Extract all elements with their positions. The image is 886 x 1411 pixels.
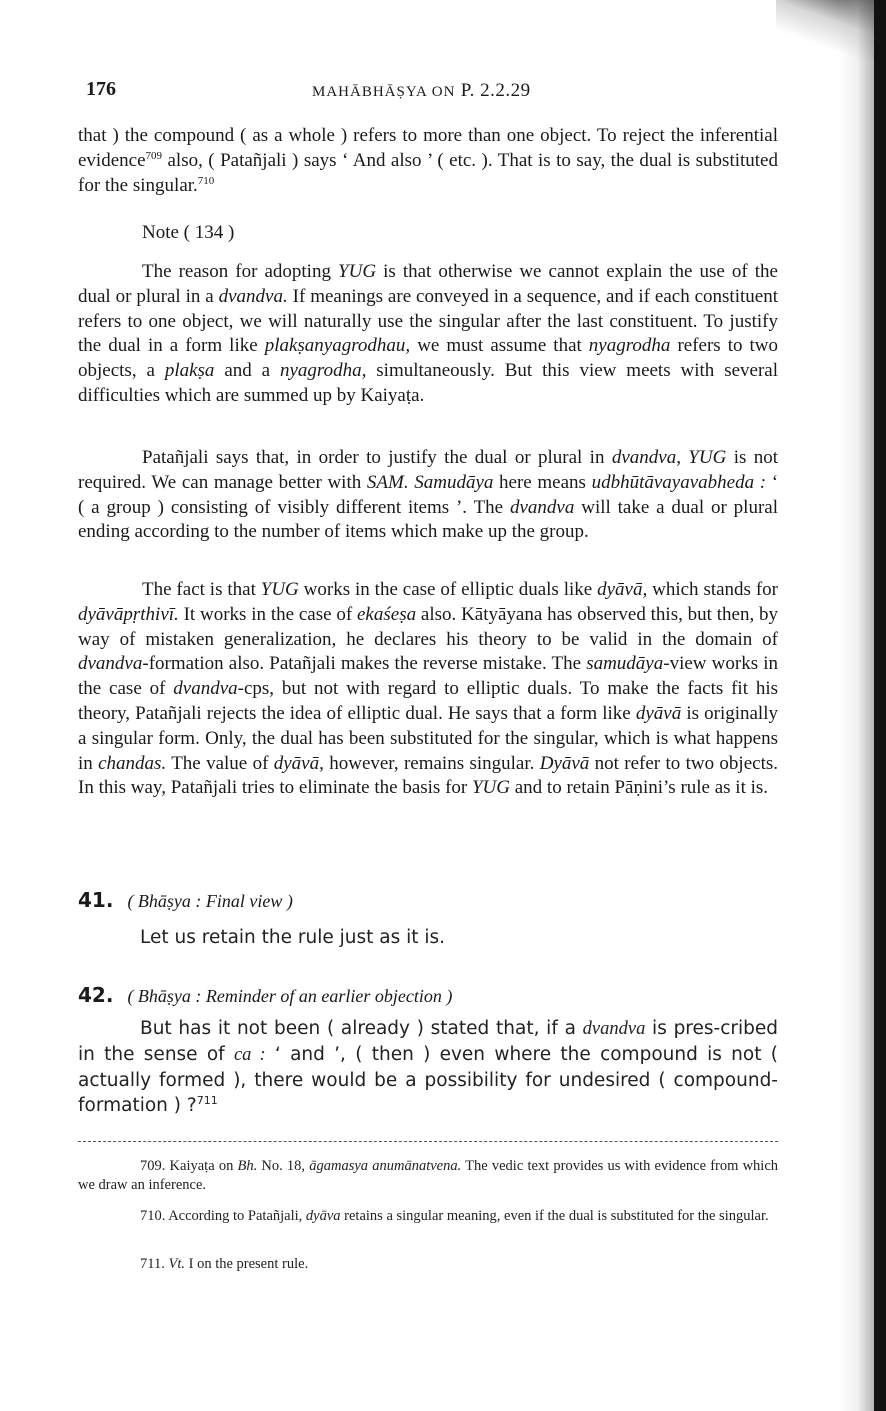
- page-header: [86, 78, 786, 106]
- running-head-title: MAHĀBHĀṢYA ON: [312, 84, 456, 100]
- footnote-709: 709. Kaiyaṭa on Bh. No. 18, āgamasya anumānatvena. The vedic text provides us with evidence from which we draw an inference.: [78, 1158, 778, 1193]
- section-42-text: But has it not been ( already ) stated that, if a dvandva is pres-cribed in the sense of ca : ‘ and ’, ( then ) even where the compound is not ( actually formed ), there would be a possibility for undesired ( compound-formation ) ?$^{711}$: [78, 1018, 778, 1116]
- section-number: 41.: [78, 888, 114, 912]
- footnote-ref-711: 711: [196, 1094, 218, 1107]
- note-paragraph-3: The fact is that YUG works in the case of elliptic duals like dyāvā, which stands for dyāvāpṛthivī. It works in the case of ekaśeṣa also. Kātyāyana has observed this, but then, by way of mistaken generalization, he declares his theory to be valid in the domain of dvandva-formation also. Patañjali makes the reverse mistake. The samudāya-view works in the case of dvandva-cps, but not with regard to elliptic duals. To make the facts fit his theory, Patañjali rejects the idea of elliptic dual. He says that a form like dyāvā is originally a singular form. Only, the dual has been substituted for the singular, which is what happens in chandas. The value of dyāvā, however, remains singular. Dyāvā not refer to two objects. In this way, Patañjali tries to eliminate the basis for YUG and to retain Pāṇini’s rule as it is.: [78, 579, 779, 799]
- note-paragraph-1: The reason for adopting YUG is that otherwise we cannot explain the use of the dual or plural in a dvandva. If meanings are conveyed in a sequence, and if each constituent refers to one object, we will naturally use the singular after the last constituent. To justify the dual in a form like plakṣanyagrodhau, we must assume that nyagrodha refers to two objects, a plakṣa and a nyagrodha, simultaneously. But this view meets with several difficulties which are summed up by Kaiyaṭa.: [78, 261, 778, 406]
- section-number: 42.: [78, 983, 114, 1007]
- section-42-heading: 42. ( Bhāṣya : Reminder of an earlier objection ): [78, 983, 453, 1007]
- running-head: [312, 80, 531, 102]
- page-number: 176: [86, 78, 116, 100]
- continuation-paragraph: that ) the compound ( as a whole ) refers to more than one object. To reject the inferential evidence$^{709}$ also, ( Patañjali ) says ‘ And also ’ ( etc. ). That is to say, the dual is substituted for the singular.$^{710}$: [78, 125, 778, 196]
- footnote-711: 711. Vt. I on the present rule.: [140, 1256, 309, 1272]
- note-title: Note ( 134 ): [142, 222, 235, 243]
- footnote-ref-709: 709: [145, 149, 163, 162]
- running-head-rule: P. 2.2.29: [460, 80, 531, 101]
- note-paragraph-2: Patañjali says that, in order to justify the dual or plural in dvandva, YUG is not required. We can manage better with SAM. Samudāya here means udbhūtāvayavabheda : ‘ ( a group ) consisting of visibly different items ’. The dvandva will take a dual or plural ending according to the number of items which make up the group.: [78, 447, 779, 543]
- page-binding-edge: [874, 0, 886, 1411]
- section-41-heading: 41. ( Bhāṣya : Final view ): [78, 888, 293, 912]
- footnote-separator: [78, 1141, 778, 1142]
- footnote-ref-710: 710: [197, 174, 215, 187]
- footnote-710: 710. According to Patañjali, dyāva retains a singular meaning, even if the dual is substituted for the singular.: [140, 1208, 769, 1224]
- section-41-text: Let us retain the rule just as it is.: [140, 927, 446, 948]
